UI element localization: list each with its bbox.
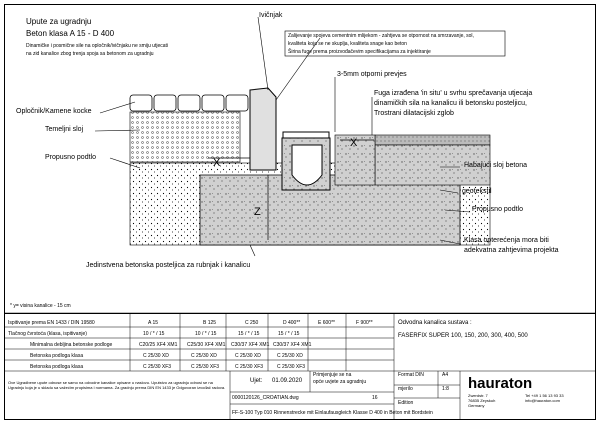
edition-label: Edition [398, 400, 414, 406]
address-3: Germany [468, 403, 485, 408]
joint-note-3: Širina fuge prema proizvođačevim specifikacijama za injektiranje [288, 49, 431, 55]
class-d400: D 400** [283, 320, 301, 326]
label-base: Temeljni sloj [45, 126, 84, 133]
date-label: Ujet: [250, 378, 263, 384]
footnote: * y= visina kanalice - 15 cm [10, 303, 71, 309]
r4-d: C 25/30 XD [277, 353, 303, 359]
brand-logo: hauraton [468, 375, 533, 392]
class-e600: E 600** [318, 320, 335, 326]
label-subbase-right: Propusno podtlo [472, 206, 523, 213]
r4-a: C 25/30 XD [143, 353, 169, 359]
subtitle-1: Dinamičke i posmične sile na opločnik/ivičnjaku ne smiju utjecati [26, 43, 169, 49]
base-layer [130, 112, 240, 162]
r5-a: C 25/30 XF3 [143, 364, 172, 370]
load-class-2: adekvatna zahtjevima projekta [464, 247, 559, 254]
fuga-2: dinamičkih sila na kanalicu ili betonsku posteljicu, [374, 100, 527, 107]
r2-d: 15 / * / 15 [278, 331, 300, 337]
r4-label: Betonska podloga klasa [30, 353, 84, 359]
wearing-course [375, 135, 490, 145]
r3-b: C25/30 XF4 XM1 [187, 342, 226, 348]
note-mid-2: opće uvjete za ugradnju [313, 379, 367, 385]
r4-c: C 25/30 XD [235, 353, 261, 359]
product-value: FASERFIX SUPER 100, 150, 200, 300, 400, 500 [398, 333, 528, 339]
r2-c: 15 / * / 15 [238, 331, 260, 337]
r1-label: Ispitivanje prema EN 1433 / DIN 19580 [8, 320, 95, 326]
joint-note-2: kvaliteta koja se ne skuplja, kvaliteta snage kao beton [288, 41, 407, 47]
sheet-number: 16 [372, 395, 378, 401]
format-label: Format DIN [398, 372, 424, 378]
r4-b: C 25/30 XD [191, 353, 217, 359]
r5-c: C 25/30 XF3 [235, 364, 264, 370]
r5-label: Betonska podloga klasa [30, 364, 84, 370]
label-paving: Opločnik/Kamene kocke [16, 108, 92, 115]
label-subbase: Propusno podtlo [45, 154, 96, 161]
dim-z: Z [254, 206, 261, 218]
label-gap: 3-5mm otporni prevjes [337, 71, 407, 78]
label-haunch: Habajući sloj betona [464, 162, 528, 169]
dim-x-left: X [213, 157, 221, 169]
r3-label: Minimalna debljina betonske podloge [30, 342, 113, 348]
r2-b: 10 / * / 15 [195, 331, 217, 337]
footer-title: FF-S-100 Typ 010 Rinnenstrecke mit Einlaufausgleich Klasse D 400 in Beton mit Bordstein [232, 410, 433, 416]
title-class: Beton klasa A 15 - D 400 [26, 29, 115, 38]
fuga-3: Trostrani dilatacijski zglob [374, 110, 454, 117]
paving-stones [130, 95, 248, 111]
date: 01.09.2020 [272, 378, 303, 384]
fuga-1: Fuga izrađena 'in situ' u svrhu sprečavanja utjecaja [374, 90, 533, 97]
scale-label: mjerilo [398, 386, 413, 392]
class-c250: C 250 [245, 320, 259, 326]
legal-text: Ove Ugradbene upute odnose se samo na odvodne kanalice opisane u naslovu. Uputstvo za ugradnju odnosi se na Ugradnju koja je u skladu sa važećim propisima i normama. Za gradnju prema DIN EN 1433 je Odgovoran izvođač radova. [8, 380, 226, 390]
scale-value: 1:8 [442, 386, 449, 392]
r3-a: C20/25 XF4 XM1 [139, 342, 178, 348]
r5-b: C 25/30 XF3 [191, 364, 220, 370]
channel-profile [292, 145, 322, 185]
drawing-number: 0000120126_CROATIAN.dwg [232, 395, 299, 401]
r3-c: C30/37 XF4 XM1 [231, 342, 270, 348]
class-a15: A 15 [148, 320, 159, 326]
class-f900: F 900** [356, 320, 373, 326]
email: info@hauraton.com [525, 398, 560, 403]
label-geotextile: geotekstil [462, 188, 492, 195]
dim-x-right: X [350, 137, 358, 149]
joint-note-1: Zalijevanje spojeva cementnim mlijekom - zahtjeva se otpornost na smrzavanje, sol, [288, 33, 474, 39]
product-label: Odvodna kanalica sustava : [398, 320, 472, 326]
address-1: Zwerdstr. 7 [468, 393, 488, 398]
title: Upute za ugradnju [26, 17, 92, 26]
label-ivicnjak: Ivičnjak [259, 12, 283, 19]
note-mid-1: Primjenjuje se na [313, 372, 352, 378]
subtitle-2: na zid kanalice zbog trenja spoja sa betonom za ugradnju [26, 51, 154, 57]
kerb [250, 88, 276, 170]
r2-a: 10 / * / 15 [143, 331, 165, 337]
format-value: A4 [442, 372, 449, 378]
class-b125: B 125 [203, 320, 217, 326]
r5-d: C 25/30 XF3 [277, 364, 306, 370]
grating [283, 132, 329, 138]
address-2: 76835 Zeyskuh [468, 398, 496, 403]
phone: Tel +49 1 56 13 93 33 [525, 393, 564, 398]
r2-label: Tlačnog čvrstoća (klasa, ispitivanje) [8, 331, 87, 337]
r3-d: C30/37 XF4 XM1 [273, 342, 312, 348]
label-bed: Jedinstvena betonska posteljica za rubnjak i kanalicu [86, 262, 251, 269]
load-class-1: Klasa opterećenja mora biti [464, 237, 549, 244]
